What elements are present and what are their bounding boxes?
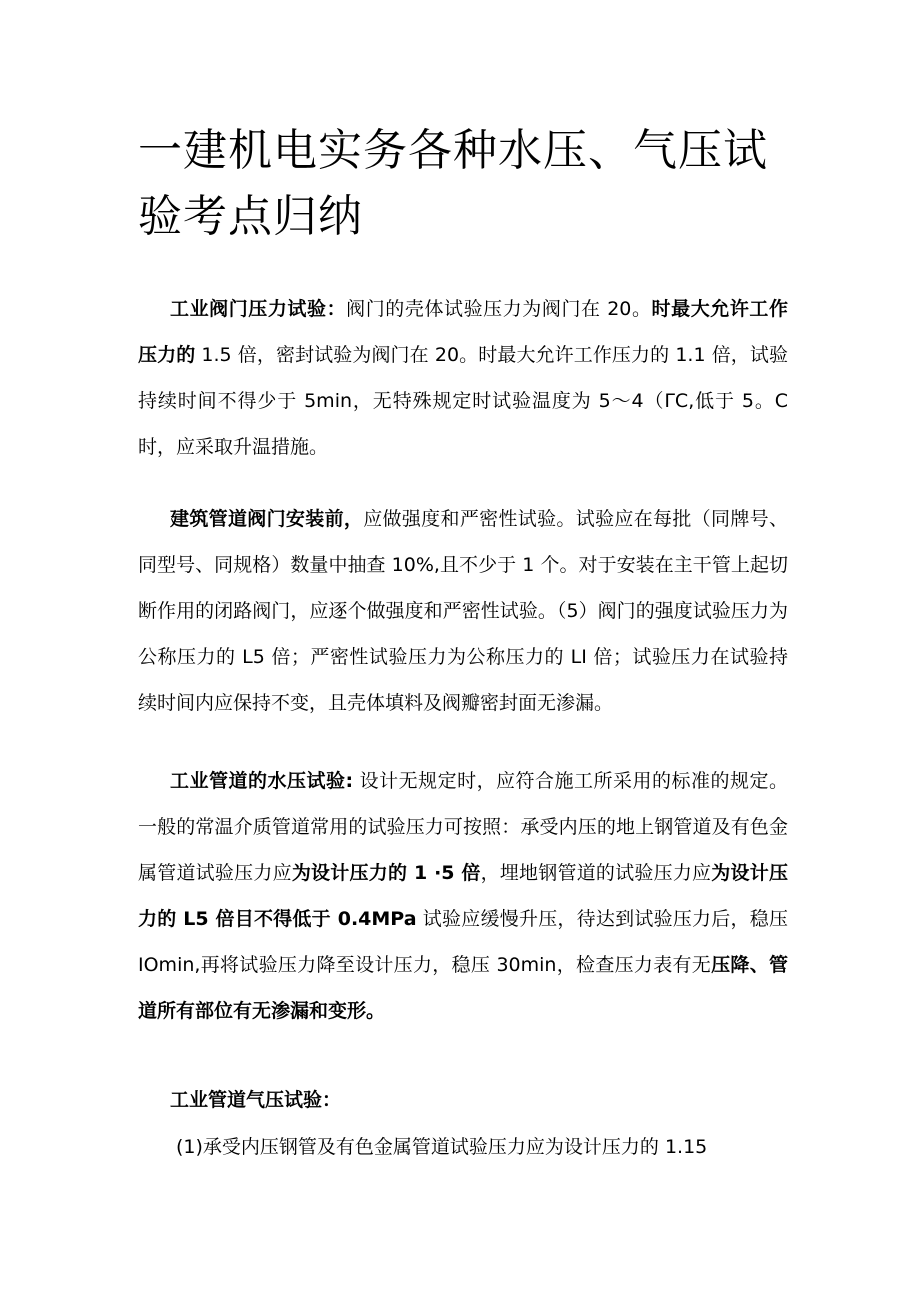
paragraph-lead: 工业阀门压力试验： bbox=[170, 298, 347, 320]
paragraph-lead: 工业管道气压试验： bbox=[170, 1089, 342, 1111]
paragraph-bold-text: 时最大允许工作压力的 bbox=[138, 298, 788, 366]
paragraph-building-valve bbox=[138, 496, 788, 726]
paragraph-text: 阀门的壳体试验压力为阀门在 20。 bbox=[346, 298, 652, 320]
paragraph-text: 应做强度和严密性试验。试验应在每批（同牌号、同型号、同规格）数量中抽查 10%,且不少于 1 个。对于安装在主干管上起切断作用的闭路阀门，应逐个做强度和严密性试验。（5）阀门的强度试验压力为公称压力的 L5 倍；严密性试验压力为公称压力的 LI 倍；试验压力在试验持续时间内应保持不变，且壳体填料及阀瓣密封面无渗漏。 bbox=[138, 508, 788, 714]
paragraph-text: 设计无规定时，应符合施工所采用的标准的规定。一般的常温介质管道常用的试验压力可按照：承受内压的地上钢管道及有色金属管道试验压力应 bbox=[138, 770, 788, 884]
paragraph-valve-test bbox=[138, 286, 788, 470]
document-title: 一建机电实务各种水压、气压试验考点归纳 bbox=[138, 125, 768, 242]
paragraph-text: (1)承受内压钢管及有色金属管道试验压力应为设计压力的 1.15 bbox=[176, 1136, 708, 1158]
paragraph-bold-text: 为设计压力的 1 ·5 倍 bbox=[291, 862, 481, 884]
paragraph-pneumatic-heading bbox=[138, 1077, 788, 1123]
paragraph-bold-text: 为设计压力的 L5 倍目不得低于 0.4MPa bbox=[138, 862, 788, 930]
paragraph-text: 试验应缓慢升压，待达到试验压力后，稳压 IOmin,再将试验压力降至设计压力，稳压 30min，检查压力表有无 bbox=[138, 908, 788, 976]
paragraph-bold-text: 压降、管道所有部位有无渗漏和变形。 bbox=[138, 954, 788, 1022]
paragraph-hydrostatic-test bbox=[138, 758, 788, 1034]
paragraph-pneumatic-item-1 bbox=[176, 1124, 826, 1170]
paragraph-text: 1.5 倍，密封试验为阀门在 20。时最大允许工作压力的 1.1 倍，试验持续时间不得少于 5min，无特殊规定时试验温度为 5～4（ΓC,低于 5。C 时，应采取升温措施。 bbox=[138, 344, 788, 458]
paragraph-lead: 建筑管道阀门安装前， bbox=[170, 508, 364, 530]
paragraph-lead: 工业管道的水压试验: bbox=[170, 770, 354, 792]
paragraph-text: ，埋地钢管道的试验压力应 bbox=[480, 862, 712, 884]
